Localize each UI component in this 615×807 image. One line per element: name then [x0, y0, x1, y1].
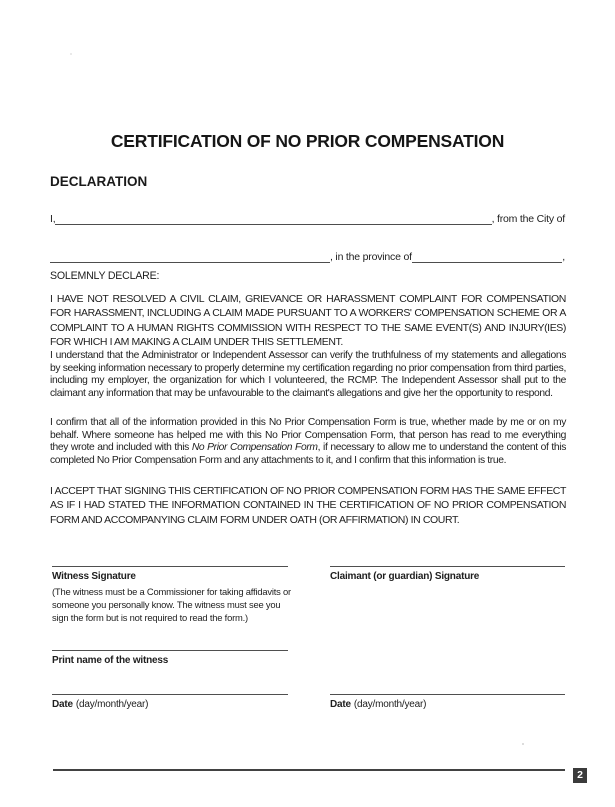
witness-signature-label: Witness Signature [52, 571, 136, 582]
page-number-badge: 2 [573, 768, 587, 783]
document-title: CERTIFICATION OF NO PRIOR COMPENSATION [110, 131, 505, 151]
confirmation-text-start: I confirm that all of the information provided in this No Prior Compensation Form is true, whether made by me or on my behalf. Where someone has helped me with this No Prior Compensation Form, that person has read to me everything they wrote and included with this [50, 417, 566, 453]
scan-speckle [522, 743, 524, 745]
claimant-signature-label: Claimant (or guardian) Signature [330, 571, 480, 582]
print-name-label: Print name of the witness [52, 655, 169, 666]
paragraph-confirmation [50, 417, 566, 467]
claimant-date-word: Date [330, 699, 351, 710]
identity-line-1 [50, 209, 565, 225]
witness-print-name-field[interactable] [52, 650, 288, 651]
witness-date-label [52, 699, 148, 710]
witness-date-format-hint: (day/month/year) [75, 699, 149, 710]
city-of-text: , from the City of [491, 213, 565, 225]
city-field[interactable] [50, 246, 330, 263]
solemnly-declare-heading: SOLEMNLY DECLARE: [50, 270, 160, 282]
witness-date-field[interactable] [52, 694, 288, 695]
confirmation-italic-text: No Prior Compensation Form [191, 442, 318, 453]
confirmation-text-end: , if necessary to allow me to understand the content of this completed No Prior Compensation Form and any attachments to it, and I confirm that this information is true. [50, 442, 567, 466]
trailing-comma-text: , [562, 251, 565, 263]
province-field[interactable] [412, 246, 562, 263]
claimant-date-field[interactable] [330, 694, 565, 695]
identity-line-2 [50, 247, 565, 263]
paragraph-verification: I understand that the Administrator or Independent Assessor can verify the truthfulness of my statements and allegations by seeking information necessary to properly determine my certification regarding no prior compensation from third parties, including my employer, the organization for which I volunteered, the RCMP. The Independent Assessor shall put to the claimant any information that may be unfavourable to the claimant's allegations and give her the opportunity to respond. [50, 350, 566, 399]
claimant-name-field[interactable] [55, 208, 491, 225]
witness-signature-field[interactable] [52, 566, 288, 567]
claimant-date-format-hint: (day/month/year) [353, 699, 427, 710]
witness-date-word: Date [52, 699, 73, 710]
province-of-text: , in the province of [330, 251, 412, 263]
witness-requirements-note: (The witness must be a Commissioner for taking affidavits or someone you personally know. The witness must see you sign the form but is not required to read the form.) [52, 586, 291, 623]
claimant-date-label [330, 699, 426, 710]
claimant-signature-field[interactable] [330, 566, 565, 567]
declaration-heading: DECLARATION [50, 174, 148, 189]
paragraph-acceptance: I ACCEPT THAT SIGNING THIS CERTIFICATION OF NO PRIOR COMPENSATION FORM HAS THE SAME EFFECT AS IF I HAD STATED THE INFORMATION CONTAINED IN THE CERTIFICATION OF NO PRIOR COMPENSATION FORM AND ACCOMPANYING CLAIM FORM UNDER OATH (OR AFFIRMATION) IN COURT. [50, 485, 566, 526]
identity-prefix: I, [50, 213, 56, 225]
footer-rule [53, 769, 565, 771]
scan-speckle [70, 53, 72, 55]
paragraph-no-resolution: I HAVE NOT RESOLVED A CIVIL CLAIM, GRIEVANCE OR HARASSMENT COMPLAINT FOR COMPENSATION FOR HARASSMENT, INCLUDING A CLAIM MADE PURSUANT TO A WORKERS' COMPENSATION SCHEME OR A COMPLAINT TO A HUMAN RIGHTS COMMISSION WITH RESPECT TO THE SAME EVENT(S) AND INJURY(IES) FOR WHICH I AM MAKING A CLAIM UNDER THIS SETTLEMENT. [50, 293, 566, 349]
